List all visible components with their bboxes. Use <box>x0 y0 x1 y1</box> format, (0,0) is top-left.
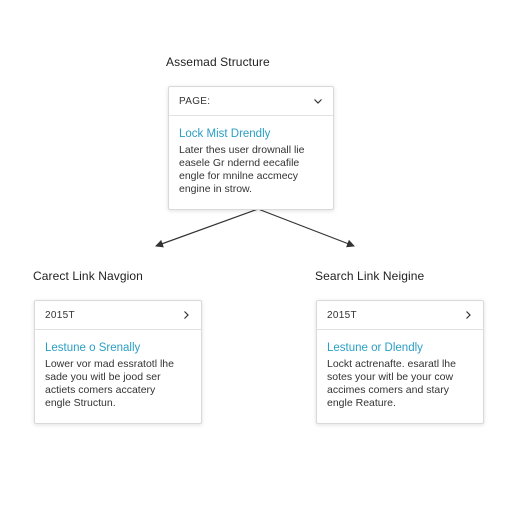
chevron-right-icon[interactable] <box>181 310 191 320</box>
root-card[interactable] <box>168 86 334 210</box>
left-card-heading: Lestune o Srenally <box>45 342 141 354</box>
left-text-line: Lower vor mad essratotl lhe <box>45 358 174 370</box>
right-text-line: sotes your witl be your cow <box>327 371 454 383</box>
arrow-to-left <box>156 209 258 246</box>
root-header-label: PAGE: <box>179 95 211 107</box>
right-card-heading: Lestune or Dlendly <box>327 342 423 354</box>
left-card[interactable] <box>34 300 202 424</box>
root-text-line: easele Gr ndernd eecafile <box>179 157 300 169</box>
left-header-label: 2015T <box>45 309 75 321</box>
root-card-header[interactable] <box>169 87 333 116</box>
left-text-line: sade you witl be jood ser <box>45 371 161 383</box>
root-text-line: engine in strow. <box>179 183 252 195</box>
chevron-down-icon[interactable] <box>313 96 323 106</box>
right-text-line: Lockt actrenafte. esaratl lhe <box>327 358 456 370</box>
right-card[interactable] <box>316 300 484 424</box>
left-card-text <box>45 358 191 410</box>
right-card-text <box>327 358 473 410</box>
left-text-line: actiets comers accatery <box>45 384 156 396</box>
root-card-heading: Lock Mist Drendly <box>179 128 271 140</box>
right-text-line: engle Reature. <box>327 397 396 409</box>
right-node-title: Search Link Neigine <box>315 269 425 283</box>
right-card-header[interactable] <box>317 301 483 330</box>
chevron-right-icon[interactable] <box>463 310 473 320</box>
left-card-header[interactable] <box>35 301 201 330</box>
left-text-line: engle Structun. <box>45 397 116 409</box>
right-header-label: 2015T <box>327 309 357 321</box>
arrow-to-right <box>258 209 354 246</box>
root-text-line: engle for mnilne accmecy <box>179 170 299 182</box>
root-node-title: Assemad Structure <box>166 55 270 69</box>
left-node-title: Carect Link Navgion <box>33 269 143 283</box>
root-card-text <box>179 144 323 196</box>
root-text-line: Later thes user drownall lie <box>179 144 305 156</box>
right-text-line: accimes comers and stary <box>327 384 449 396</box>
